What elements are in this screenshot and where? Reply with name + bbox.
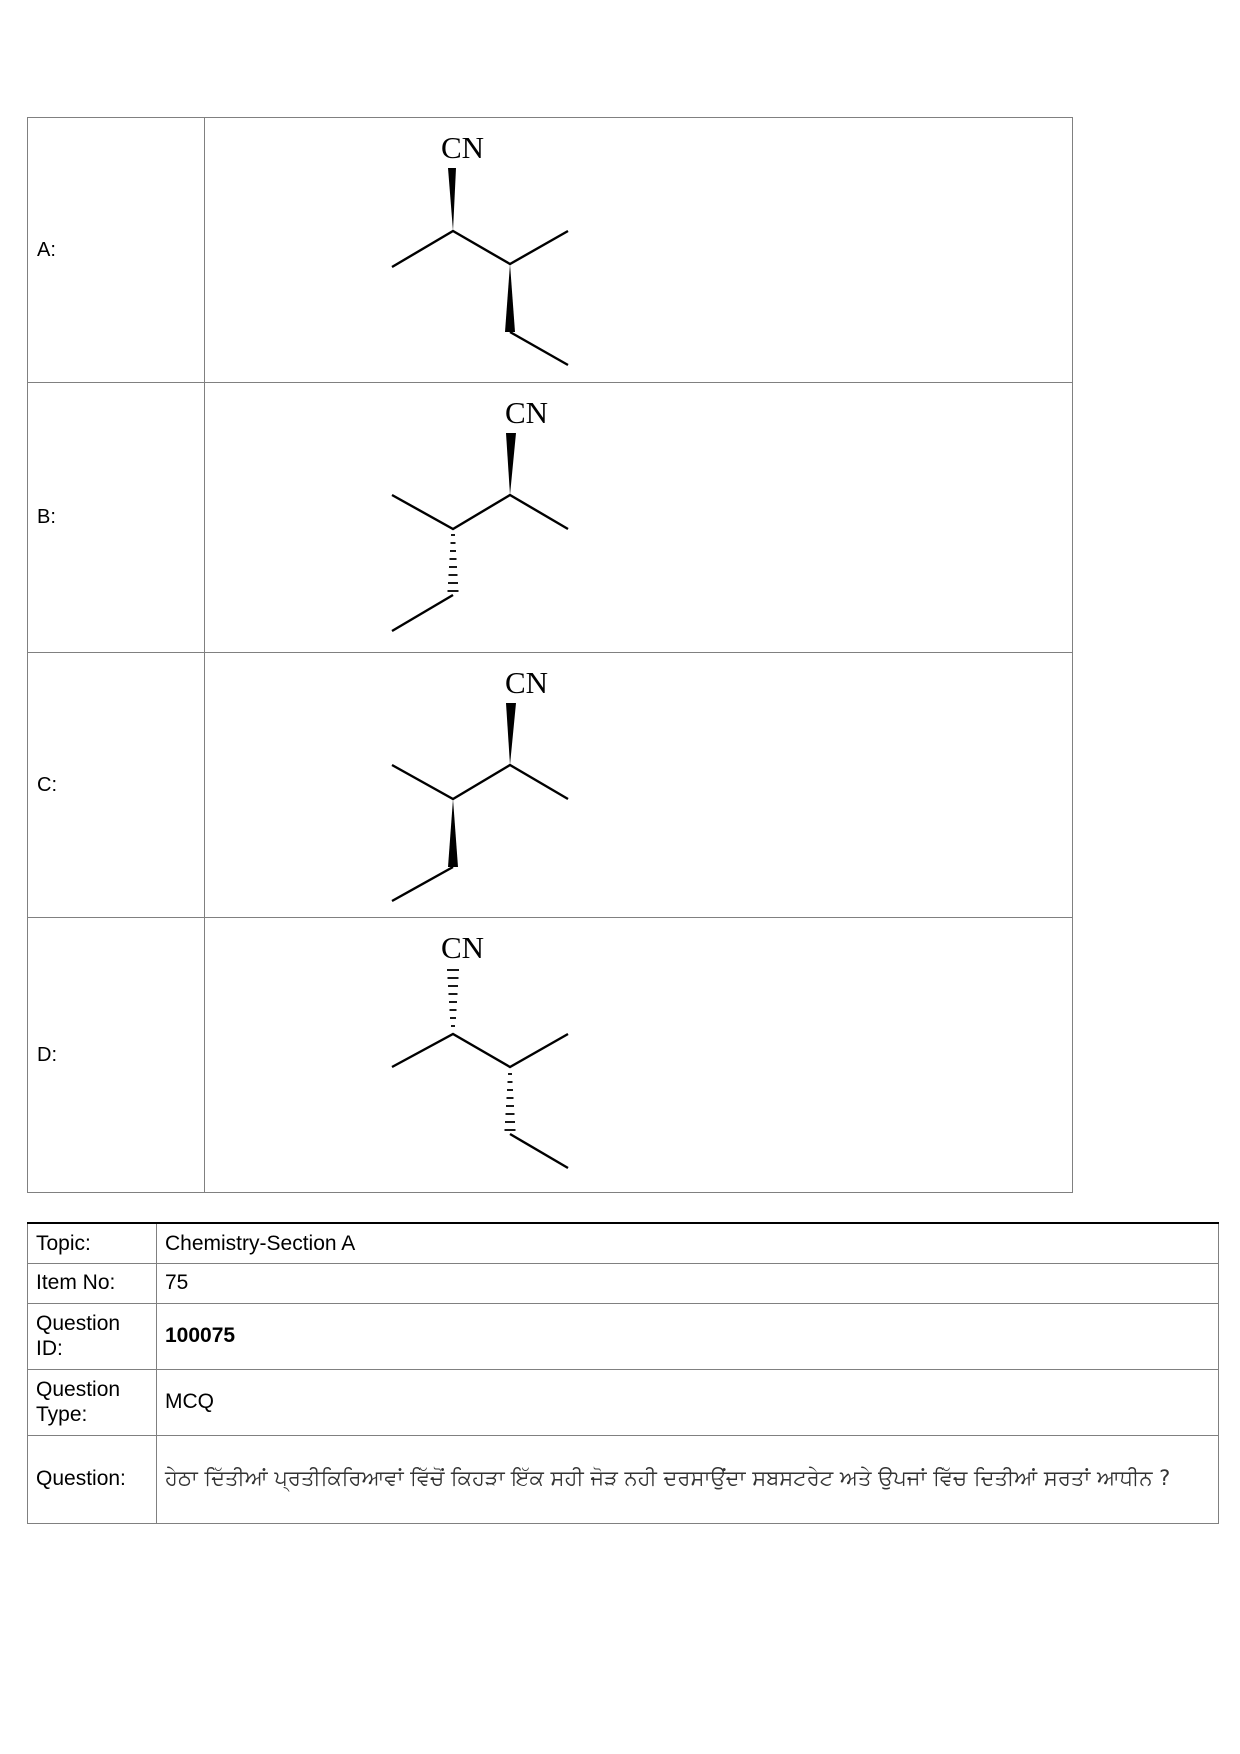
ethyl-bond [392, 595, 453, 631]
item-value: 75 [157, 1263, 1219, 1303]
topic-key: Topic: [28, 1223, 157, 1263]
molecule-structure [205, 118, 1083, 382]
option-row-d [28, 918, 1073, 1193]
cn-label: CN [441, 930, 485, 965]
hash-bond [447, 970, 459, 1026]
molecule-structure [205, 653, 1083, 917]
options-table [27, 117, 1073, 1193]
option-row-b [28, 383, 1073, 653]
cn-label: CN [505, 665, 549, 700]
question-id-value: 100075 [157, 1303, 1219, 1369]
question-meta-table [27, 1222, 1219, 1524]
wedge-bond [506, 433, 516, 495]
question-id-key: Question ID: [28, 1303, 157, 1369]
carbon-chain [392, 231, 568, 267]
topic-value: Chemistry-Section A [157, 1223, 1219, 1263]
meta-row-question-type [28, 1369, 1219, 1435]
wedge-bond [506, 703, 516, 765]
option-structure-d [205, 918, 1073, 1193]
ethyl-bond [392, 867, 453, 901]
ethyl-bond [510, 1134, 568, 1168]
question-text: ਹੇਠਾ ਦਿੱਤੀਆਂ ਪ੍ਰਤੀਕਿਰਿਆਵਾਂ ਵਿੱਚੋਂ ਕਿਹੜਾ ਇੱਕ ਸਹੀ ਜੋੜ ਨਹੀ ਦਰਸਾਉਂਦਾ ਸਬਸਟਰੇਟ ਅਤੇ ਉਪਜਾਂ ਵਿੱਚ ਦਿਤੀਆਂ ਸਰਤਾਂ ਆਧੀਨ ? [157, 1435, 1219, 1523]
option-structure-c [205, 653, 1073, 918]
cn-label: CN [505, 395, 549, 430]
wedge-bond [448, 799, 458, 867]
meta-row-topic [28, 1223, 1219, 1263]
question-key: Question: [28, 1435, 157, 1523]
wedge-bond [448, 168, 456, 231]
meta-row-question [28, 1435, 1219, 1523]
option-label: A: [28, 118, 205, 383]
meta-row-question-id [28, 1303, 1219, 1369]
hash-bond [448, 535, 459, 591]
option-structure-a [205, 118, 1073, 383]
carbon-chain [392, 495, 568, 529]
hash-bond [505, 1074, 516, 1130]
ethyl-bond [510, 332, 568, 365]
option-row-a [28, 118, 1073, 383]
option-label: C: [28, 653, 205, 918]
option-row-c [28, 653, 1073, 918]
cn-label: CN [441, 130, 485, 165]
molecule-structure [205, 383, 1083, 652]
option-label: B: [28, 383, 205, 653]
question-type-key: Question Type: [28, 1369, 157, 1435]
option-structure-b [205, 383, 1073, 653]
molecule-structure [205, 918, 1083, 1192]
option-label: D: [28, 918, 205, 1193]
carbon-chain [392, 765, 568, 799]
meta-row-item [28, 1263, 1219, 1303]
wedge-bond [505, 264, 515, 332]
carbon-chain [392, 1034, 568, 1067]
item-key: Item No: [28, 1263, 157, 1303]
question-type-value: MCQ [157, 1369, 1219, 1435]
